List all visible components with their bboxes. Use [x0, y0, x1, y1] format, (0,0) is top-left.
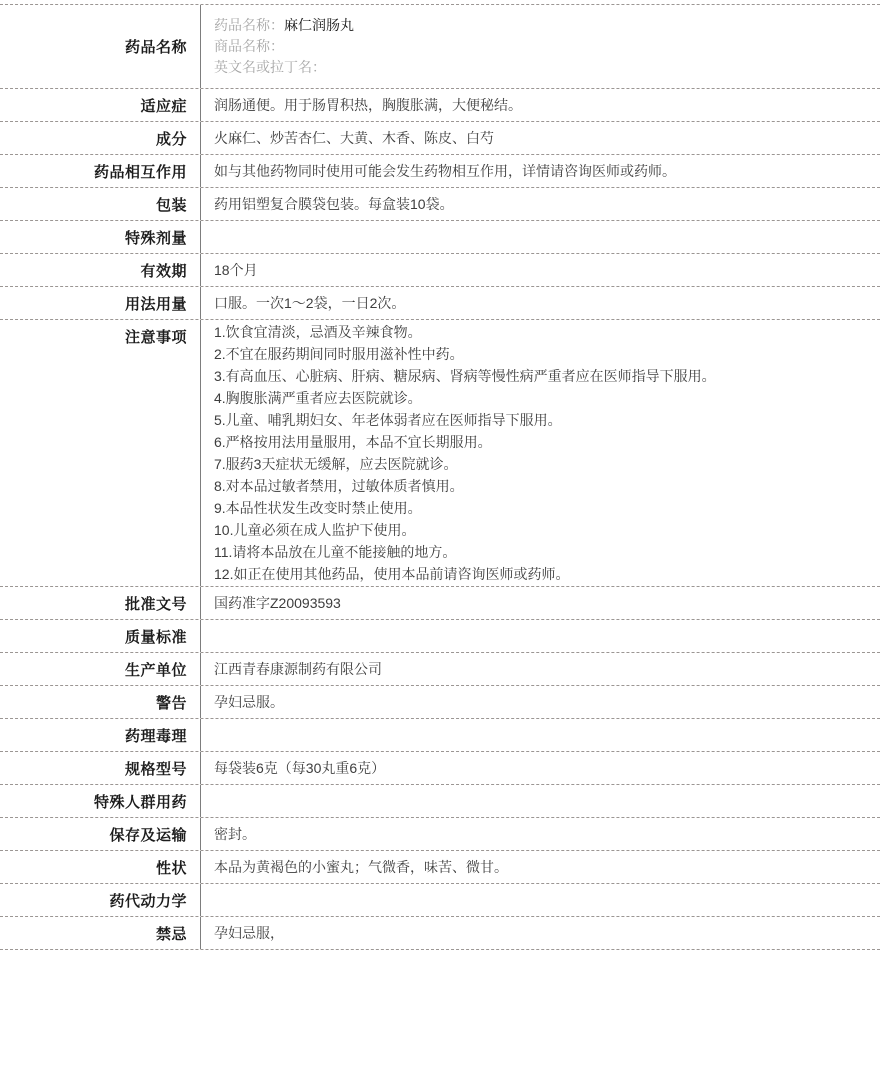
row-content-specification	[200, 752, 880, 784]
row-content-packaging	[200, 188, 880, 220]
row-content-pharmacokinetics	[200, 884, 880, 916]
row-text: 孕妇忌服。	[214, 694, 284, 710]
field-caption: 英文名或拉丁名：	[214, 59, 326, 75]
table-row-indications	[0, 88, 880, 121]
row-label-dosage-usage: 用法用量	[124, 295, 187, 313]
row-label-indications: 适应症	[140, 97, 187, 115]
precaution-item: 3.有高血压、心脏病、肝病、糖尿病、肾病等慢性病严重者应在医师指导下服用。	[214, 368, 716, 384]
row-label-shelf-life: 有效期	[140, 262, 187, 280]
row-label-special-population: 特殊人群用药	[93, 793, 187, 811]
precaution-item: 2.不宜在服药期间同时服用滋补性中药。	[214, 346, 464, 362]
row-content-drug-name	[200, 5, 880, 88]
table-row-special-dosage	[0, 220, 880, 253]
row-content-description	[200, 851, 880, 883]
precaution-item: 8.对本品过敏者禁用，过敏体质者慎用。	[214, 478, 464, 494]
row-content-ingredients	[200, 122, 880, 154]
table-row-shelf-life	[0, 253, 880, 286]
row-text: 本品为黄褐色的小蜜丸；气微香，味苦、微甘。	[214, 859, 508, 875]
row-label-packaging: 包装	[155, 196, 187, 214]
precaution-item: 10.儿童必须在成人监护下使用。	[214, 522, 416, 538]
row-text: 口服。一次1～2袋，一日2次。	[214, 295, 406, 311]
row-content-shelf-life	[200, 254, 880, 286]
row-label-pharmacology-toxicology: 药理毒理	[124, 727, 187, 745]
row-label-manufacturer: 生产单位	[124, 661, 187, 679]
table-row-dosage-usage	[0, 286, 880, 319]
row-text: 密封。	[214, 826, 256, 842]
drug-info-table	[0, 4, 880, 950]
row-content-drug-interactions	[200, 155, 880, 187]
precaution-item: 9.本品性状发生改变时禁止使用。	[214, 500, 422, 516]
row-text: 如与其他药物同时使用可能会发生药物相互作用，详情请咨询医师或药师。	[214, 163, 676, 179]
table-row-pharmacokinetics	[0, 883, 880, 916]
row-text: 孕妇忌服，	[214, 925, 284, 941]
table-row-ingredients	[0, 121, 880, 154]
row-label-warning: 警告	[155, 694, 187, 712]
row-content-contraindications	[200, 917, 880, 949]
drug-name-line	[214, 36, 870, 57]
row-content-manufacturer	[200, 653, 880, 685]
precaution-item: 12.如正在使用其他药品，使用本品前请咨询医师或药师。	[214, 566, 570, 582]
row-content-special-population	[200, 785, 880, 817]
table-row-manufacturer	[0, 652, 880, 685]
row-content-dosage-usage	[200, 287, 880, 319]
drug-name-line	[214, 57, 870, 78]
row-text: 江西青春康源制药有限公司	[214, 661, 382, 677]
row-content-pharmacology-toxicology	[200, 719, 880, 751]
table-row-drug-interactions	[0, 154, 880, 187]
row-content-precautions	[200, 320, 880, 586]
row-text: 药用铝塑复合膜袋包装。每盒装10袋。	[214, 196, 454, 212]
row-label-special-dosage: 特殊剂量	[124, 229, 187, 247]
drug-name-line	[214, 15, 870, 36]
row-label-ingredients: 成分	[155, 130, 187, 148]
table-row-quality-standard	[0, 619, 880, 652]
row-label-drug-interactions: 药品相互作用	[93, 163, 187, 181]
row-label-drug-name: 药品名称	[124, 39, 187, 56]
precaution-item: 1.饮食宜清淡，忌酒及辛辣食物。	[214, 324, 422, 340]
table-row-specification	[0, 751, 880, 784]
table-row-packaging	[0, 187, 880, 220]
row-text: 润肠通便。用于肠胃积热，胸腹胀满，大便秘结。	[214, 97, 522, 113]
row-label-approval-number: 批准文号	[124, 595, 187, 613]
precaution-item: 5.儿童、哺乳期妇女、年老体弱者应在医师指导下服用。	[214, 412, 562, 428]
table-row-storage-transport	[0, 817, 880, 850]
row-content-warning	[200, 686, 880, 718]
table-row-contraindications	[0, 916, 880, 949]
row-text: 火麻仁、炒苦杏仁、大黄、木香、陈皮、白芍	[214, 130, 494, 146]
row-content-indications	[200, 89, 880, 121]
table-row-approval-number	[0, 586, 880, 619]
row-label-quality-standard: 质量标准	[124, 628, 187, 646]
row-content-special-dosage	[200, 221, 880, 253]
row-text: 18个月	[214, 262, 258, 278]
precaution-item: 6.严格按用法用量服用，本品不宜长期服用。	[214, 434, 492, 450]
table-row-description	[0, 850, 880, 883]
row-label-pharmacokinetics: 药代动力学	[109, 892, 187, 910]
precaution-item: 7.服药3天症状无缓解，应去医院就诊。	[214, 456, 458, 472]
field-caption: 药品名称：	[214, 17, 284, 33]
row-label-storage-transport: 保存及运输	[109, 826, 187, 844]
row-text: 每袋装6克（每30丸重6克）	[214, 760, 386, 776]
field-caption: 商品名称：	[214, 38, 284, 54]
precaution-item: 11.请将本品放在儿童不能接触的地方。	[214, 544, 457, 560]
table-row-pharmacology-toxicology	[0, 718, 880, 751]
field-value: 麻仁润肠丸	[284, 17, 354, 33]
row-content-storage-transport	[200, 818, 880, 850]
row-label-description: 性状	[155, 859, 187, 877]
table-row-warning	[0, 685, 880, 718]
row-text: 国药准字Z20093593	[214, 595, 341, 611]
table-row-precautions	[0, 319, 880, 586]
row-content-approval-number	[200, 587, 880, 619]
row-content-quality-standard	[200, 620, 880, 652]
precaution-item: 4.胸腹胀满严重者应去医院就诊。	[214, 390, 422, 406]
table-row-special-population	[0, 784, 880, 817]
row-label-precautions: 注意事项	[124, 329, 187, 346]
row-label-specification: 规格型号	[124, 760, 187, 778]
table-row-drug-name	[0, 4, 880, 88]
row-label-contraindications: 禁忌	[155, 925, 187, 943]
